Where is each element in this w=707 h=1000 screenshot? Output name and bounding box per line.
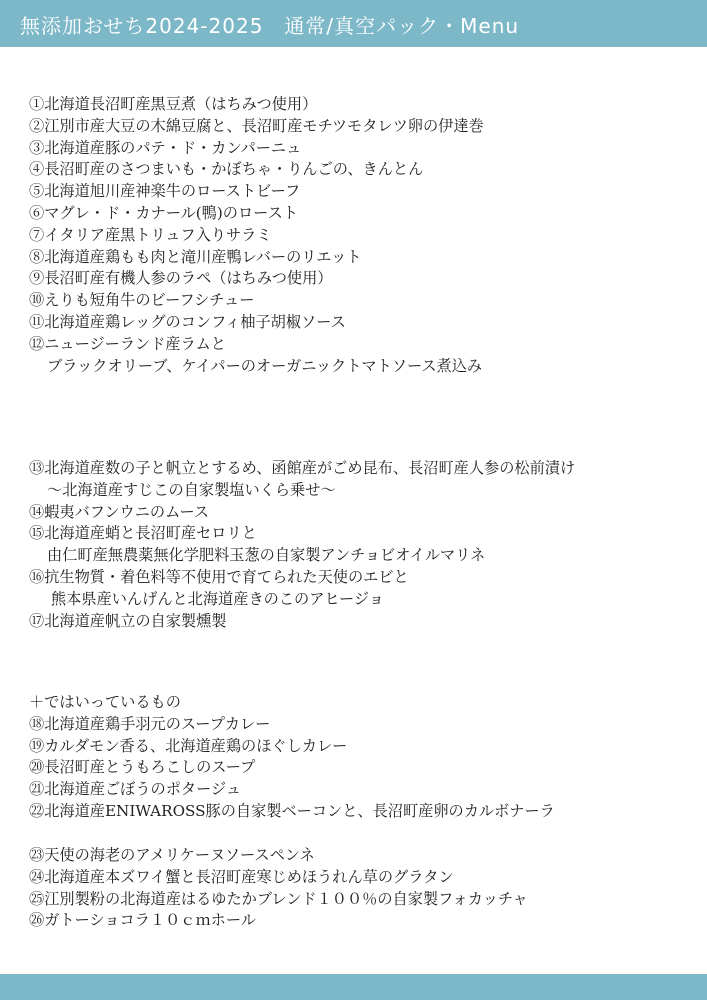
menu-item-15: ⑮北海道産蛸と長沼町産セロリと xyxy=(29,524,257,543)
menu-item-3: ③北海道産豚のパテ・ド・カンパーニュ xyxy=(29,138,302,157)
menu-item-12: ⑫ニュージーランド産ラムと xyxy=(29,334,226,353)
menu-item-9: ⑨長沼町産有機人参のラペ（はちみつ使用） xyxy=(29,269,333,288)
menu-item-13: ⑬北海道産数の子と帆立とするめ、函館産がごめ昆布、長沼町産人参の松前漬け xyxy=(29,459,576,477)
menu-item-24: ㉔北海道産本ズワイ蟹と長沼町産寒じめほうれん草のグラタン xyxy=(29,867,454,886)
page-title: 無添加おせち2024-2025 通常/真空パック・Menu xyxy=(20,14,520,38)
menu-section-additional xyxy=(29,692,699,823)
menu-item-13-continued: ～北海道産すじこの自家製塩いくら乗せ～ xyxy=(47,480,336,499)
menu-section-seafood xyxy=(29,458,699,632)
menu-item-10: ⑩えりも短角牛のビーフシチュー xyxy=(29,291,255,310)
menu-item-4: ④長沼町産のさつまいも・かぼちゃ・りんごの、きんとん xyxy=(29,160,424,179)
menu-item-19: ⑲カルダモン香る、北海道産鶏のほぐしカレー xyxy=(29,736,348,755)
menu-item-14: ⑭蝦夷バフンウニのムース xyxy=(29,502,210,521)
menu-item-1: ①北海道長沼町産黒豆煮（はちみつ使用） xyxy=(29,95,318,113)
menu-item-23: ㉓天使の海老のアメリケーヌソースペンネ xyxy=(29,846,315,864)
footer-band xyxy=(0,974,707,1000)
menu-item-11: ⑪北海道産鶏レッグのコンフィ柚子胡椒ソース xyxy=(29,312,346,331)
header-band xyxy=(0,0,707,47)
menu-item-8: ⑧北海道産鶏もも肉と滝川産鴨レバーのリエット xyxy=(29,247,362,266)
menu-item-25: ㉕江別製粉の北海道産はるゆたかブレンド１００％の自家製フォカッチャ xyxy=(29,889,528,908)
menu-item-21: ㉑北海道産ごぼうのポタージュ xyxy=(29,780,242,799)
menu-item-5: ⑤北海道旭川産神楽牛のローストビーフ xyxy=(29,182,301,201)
menu-item-6: ⑥マグレ・ド・カナール(鴨)のロースト xyxy=(29,203,298,222)
menu-section-osechi xyxy=(29,94,699,377)
menu-item-16: ⑯抗生物質・着色料等不使用で育てられた天使のエビと xyxy=(29,567,409,586)
menu-item-18: ⑱北海道産鶏手羽元のスープカレー xyxy=(29,714,271,733)
menu-item-16-continued: 熊本県産いんげんと北海道産きのこのアヒージョ xyxy=(51,589,384,608)
menu-item-12-continued: ブラックオリーブ、ケイパーのオーガニックトマトソース煮込み xyxy=(47,356,483,375)
menu-item-7: ⑦イタリア産黒トリュフ入りサラミ xyxy=(29,225,272,244)
additional-items-heading: ＋ではいっているもの xyxy=(29,693,181,711)
menu-item-15-continued: 由仁町産無農薬無化学肥料玉葱の自家製アンチョビオイルマリネ xyxy=(47,546,486,565)
menu-item-2: ②江別市産大豆の木綿豆腐と、長沼町産モチツモタレツ卵の伊達巻 xyxy=(29,116,484,135)
menu-item-22: ㉒北海道産ENIWAROSS豚の自家製ベーコンと、長沼町産卵のカルボナーラ xyxy=(29,801,555,820)
menu-section-extras xyxy=(29,845,699,932)
menu-item-20: ⑳長沼町産とうもろこしのスープ xyxy=(29,758,256,777)
menu-item-26: ㉖ガトーショコラ１０ｃｍホール xyxy=(29,911,256,930)
menu-item-17: ⑰北海道産帆立の自家製燻製 xyxy=(29,611,227,630)
